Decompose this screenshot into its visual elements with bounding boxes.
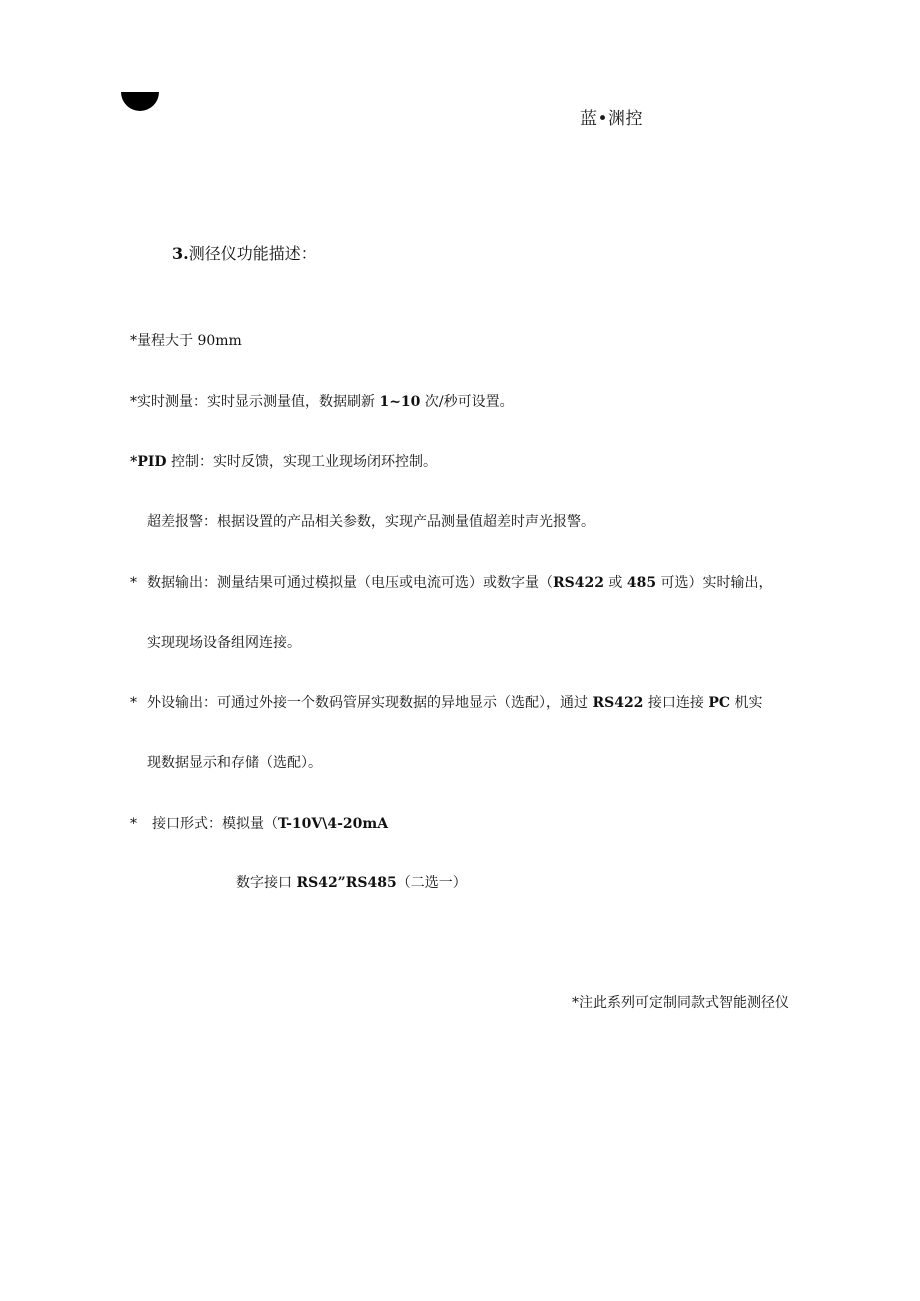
- data-output-text-1: 数据输出：测量结果可通过模拟量（电压或电流可选）或数字量（: [147, 575, 553, 591]
- section-number: 3.: [172, 244, 189, 263]
- item-range: *量程大于 90mm: [130, 333, 242, 349]
- item-pid: [130, 452, 437, 472]
- realtime-suffix: 次/秒可设置。: [420, 394, 514, 410]
- data-output-bold-1: RS422: [553, 575, 604, 591]
- brand-name: 蓝•渊控: [580, 109, 644, 129]
- interface-text-1: 接口形式：模拟量（: [152, 816, 278, 832]
- interface-bold-2: RS42”RS485: [296, 875, 397, 891]
- section-heading: [172, 241, 317, 264]
- pid-suffix: 控制：实时反馈，实现工业现场闭环控制。: [166, 454, 437, 470]
- peripheral-text-3: 机实: [730, 695, 763, 711]
- realtime-rate: 1~10: [379, 394, 421, 410]
- section-title: 测径仪功能描述：: [188, 244, 317, 263]
- data-output-text-2: 或: [603, 575, 627, 591]
- peripheral-text-1: 外设输出：可通过外接一个数码管屏实现数据的异地显示（选配），通过: [147, 695, 593, 711]
- logo-mark-icon: [121, 92, 159, 111]
- interface-text-3: （二选一）: [396, 875, 467, 891]
- data-output-star: *: [130, 575, 137, 591]
- peripheral-star: *: [130, 695, 137, 711]
- item-realtime: [130, 392, 514, 412]
- peripheral-bold-2: PC: [708, 695, 730, 711]
- item-data-output: [147, 573, 773, 593]
- pid-prefix: *PID: [130, 454, 167, 470]
- data-output-text-3: 可选）实时输出，: [656, 575, 773, 591]
- interface-bold-1: T-10V\4-20mA: [278, 816, 389, 832]
- data-output-continuation: 实现现场设备组网连接。: [147, 635, 301, 651]
- item-peripheral: [147, 693, 762, 713]
- interface-star: *: [130, 816, 137, 832]
- item-interface-digital: [236, 873, 467, 893]
- footnote: *注此系列可定制同款式智能测径仪: [572, 995, 789, 1011]
- peripheral-text-2: 接口连接: [643, 695, 709, 711]
- item-interface: [152, 814, 388, 834]
- interface-text-2: 数字接口: [236, 875, 297, 891]
- peripheral-bold-1: RS422: [592, 695, 644, 711]
- item-alarm: 超差报警：根据设置的产品相关参数，实现产品测量值超差时声光报警。: [147, 514, 595, 530]
- data-output-bold-2: 485: [626, 575, 657, 591]
- peripheral-continuation: 现数据显示和存储（选配）。: [147, 755, 322, 771]
- realtime-prefix: *实时测量：实时显示测量值，数据刷新: [130, 394, 380, 410]
